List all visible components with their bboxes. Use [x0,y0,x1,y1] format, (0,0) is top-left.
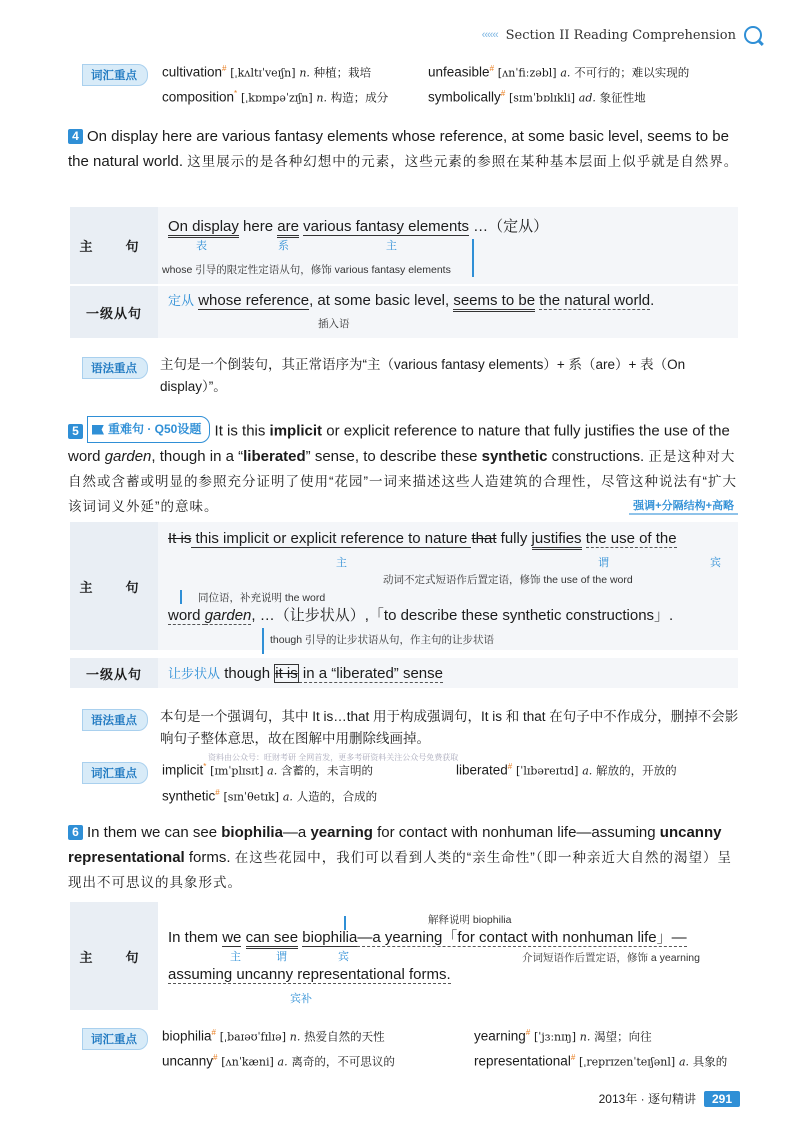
main-clause-box [70,902,738,1010]
connector-line [472,239,474,277]
grammar-tag: 语法重点 [82,357,148,379]
vocab-item: biophilia# [ˌbaɪəʊˈfɪlɪə] n. 热爱自然的天性 [162,1028,385,1044]
main-clause-text: On display here are various fantasy elements …（定从） [168,215,548,236]
grammar-tag: 语法重点 [82,709,148,731]
role-label: 谓 [598,557,609,569]
connector-line [262,628,264,654]
grammar-note: 本句是一个强调句，其中 It is…that 用于构成强调句，It is 和 that 在句子中不作成分，删掉不会影响句子整体意思，故在图解中用删除线画掉。 [160,709,739,746]
role-label: 宾 [338,951,349,963]
flag-icon [92,425,104,435]
sub-clause-text: 让步状从 though it is in a “liberated” sense [168,665,443,682]
vocab-item: symbolically# [sɪmˈbɒlɪkli] ad. 象征性地 [428,89,646,105]
sentence-4-paragraph [68,124,740,174]
role-label: 宾补 [290,993,312,1005]
sentence-5-paragraph: 5 重难句 · Q50设题 It is this implicit or explicit reference to nature that fully justifies the use of the word garden, though in a “liberated” sense, to describe these synthetic constructions. 正是这种对大自然或含蓄或明显的参照充分证明了使用“花园”一词来描述这些人造建筑的合理性，尽管这种说法有“扩大该词词义外延”的意味。 [68,416,740,519]
sentence-cn: 正是这种对大自然或含蓄或明显的参照充分证明了使用“花园”一词来描述这些人造建筑的合理性，尽管这种说法有“扩大该词词义外延”的意味。 [68,448,737,514]
sentence-number: 5 [68,424,83,439]
sentence-number: 4 [68,129,83,144]
sub-clause-box [70,658,738,688]
vocab-item: cultivation# [ˌkʌltɪˈveɪʃn] n. 种植；栽培 [162,64,372,80]
role-label: 表 [196,240,207,252]
box-label: 主 句 [79,579,149,595]
page-number: 291 [704,1091,740,1107]
annotation-note: 动词不定式短语作后置定语，修饰 the use of the word [383,574,633,586]
box-label: 主 句 [79,949,149,965]
structure-hint: 强调+分隔结构+高略 [629,497,738,515]
box-label: 一级从句 [85,305,142,321]
annotation-note: whose 引导的限定性定语从句，修饰 various fantasy elements [162,264,451,276]
sentence-cn: 这里展示的是各种幻想中的元素，这些元素的参照在某种基本层面上似乎就是自然界。 [187,154,739,169]
footer-text: 2013年 · 逐句精讲 [598,1092,696,1106]
vocab-item: implicit* [ɪmˈplɪsɪt] a. 含蓄的，未言明的 [162,762,373,778]
search-q-icon [744,26,762,44]
sub-clause-box [70,286,738,338]
sentence-6-paragraph: 6 In them we can see biophilia—a yearning for contact with nonhuman life—assuming uncanny representational forms. 在这些花园中，我们可以看到人类的“亲生命性”（即一种亲近大自然的渴望）呈现出不可思议的具象形式。 [68,824,732,890]
role-label: 主 [336,557,347,569]
vocab-item: unfeasible# [ʌnˈfiːzəbl] a. 不可行的；难以实现的 [428,64,690,80]
main-clause-text: It is this implicit or explicit reference to nature that fully justifies the use of the [168,530,677,547]
vocab-tag: 词汇重点 [82,64,148,86]
annotation-note: though 引导的让步状语从句，作主句的让步状语 [270,634,495,646]
role-label: 谓 [276,951,287,963]
section-title: Section II Reading Comprehension [505,27,736,43]
annotation-note: 介词短语作后置定语，修饰 a yearning [522,952,700,964]
main-clause-text-line2: assuming uncanny representational forms. [168,966,451,983]
key-sentence-badge: 重难句 · Q50设题 [87,416,210,443]
main-clause-box [70,522,738,650]
vocab-tag: 词汇重点 [82,762,148,784]
vocab-item: synthetic# [sɪnˈθetɪk] a. 人造的，合成的 [162,788,378,804]
box-label: 一级从句 [85,666,142,682]
vocab-item: representational# [ˌreprɪzenˈteɪʃənl] a. 具象的 [474,1053,728,1069]
running-header [482,26,762,44]
arrows-icon: ‹‹‹‹‹‹ [481,29,498,41]
role-label: 宾 [710,557,721,569]
role-label: 主 [386,240,397,252]
vocab-item: liberated# [ˈlɪbəreɪtɪd] a. 解放的，开放的 [456,762,677,778]
main-clause-box [70,207,738,284]
vocab-tag: 词汇重点 [82,1028,148,1050]
main-clause-text: In them we can see biophilia—a yearning「for contact with nonhuman life」— [168,926,687,947]
vocab-item: uncanny# [ʌnˈkæni] a. 离奇的，不可思议的 [162,1053,395,1069]
sub-clause-text: 定从 whose reference, at some basic level, seems to be the natural world. [168,290,654,309]
annotation-note: 解释说明 biophilia [428,914,512,926]
watermark-text: 资料由公众号：旺财考研 全网首发，更多考研资料关注公众号免费获取 [208,753,459,762]
vocab-item: composition* [ˌkɒmpəˈzɪʃn] n. 构造；成分 [162,89,389,105]
sentence-cn: 在这些花园中，我们可以看到人类的“亲生命性”（即一种亲近大自然的渴望）呈现出不可思议的具象形式。 [68,850,732,890]
annotation-note: 同位语，补充说明 the word [198,592,326,604]
sentence-number: 6 [68,825,83,840]
grammar-note: 主句是一个倒装句，其正常语序为“主（various fantasy elements）+ 系（are）+ 表（On display）”。 [160,357,686,394]
main-clause-text-line2: word garden, …（让步状从）,「to describe these synthetic constructions」. [168,607,674,624]
box-label: 主 句 [79,239,149,254]
vocab-item: yearning# [ˈjɜːnɪŋ] n. 渴望；向往 [474,1028,652,1044]
sentence-en: On display here are various fantasy elements whose reference, at some basic level, seems to be the natural world. [68,128,729,170]
annotation-note: 插入语 [318,318,350,330]
page-footer [599,1090,740,1107]
role-label: 主 [230,951,241,963]
role-label: 系 [278,240,289,252]
